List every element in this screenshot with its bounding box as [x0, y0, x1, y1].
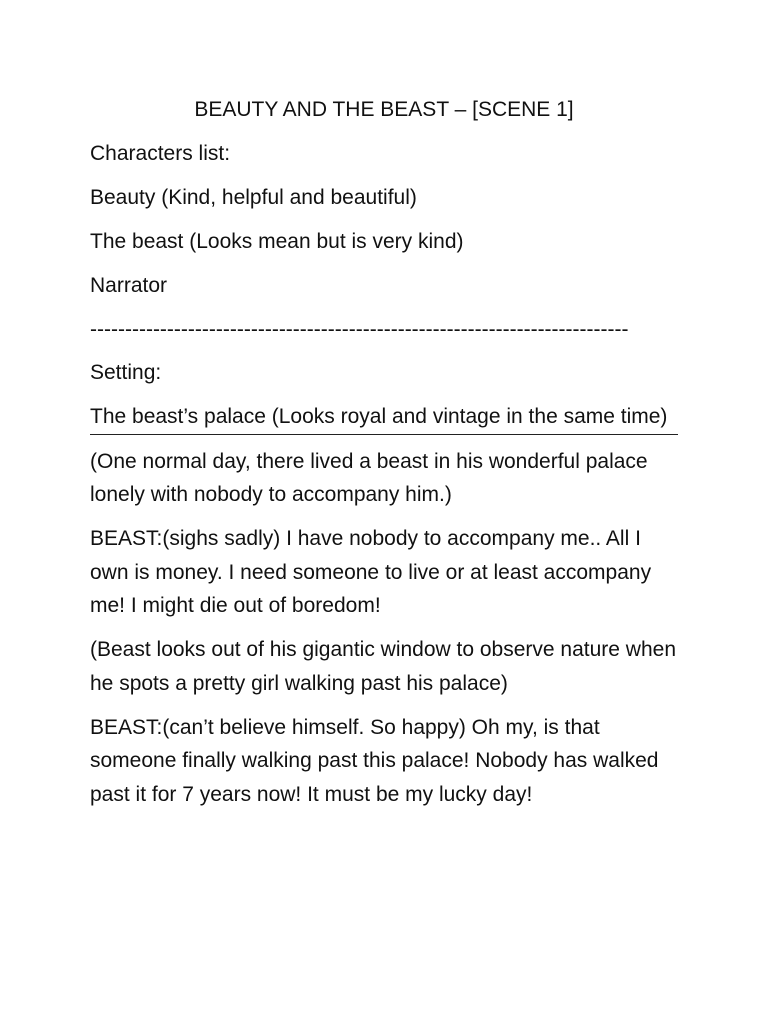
character-narrator: Narrator	[90, 274, 168, 297]
document-title: BEAUTY AND THE BEAST – [SCENE 1]	[194, 98, 574, 121]
paragraph-beast-window: (Beast looks out of his gigantic window to observe nature when he spots a pretty girl walking past his palace)	[90, 638, 677, 695]
separator-line: -----------------------------------------------------------------------------	[90, 318, 629, 341]
paragraph-beast-sighs: BEAST:(sighs sadly) I have nobody to accompany me.. All I own is money. I need someone to live or at least accompany me! I might die out of boredom!	[90, 527, 652, 617]
setting-heading: Setting:	[90, 361, 162, 384]
setting-description: The beast’s palace (Looks royal and vintage in the same time)	[90, 400, 678, 435]
characters-heading: Characters list:	[90, 142, 231, 165]
paragraph-intro: (One normal day, there lived a beast in his wonderful palace lonely with nobody to accompany him.)	[90, 449, 648, 506]
character-beast: The beast (Looks mean but is very kind)	[90, 230, 464, 253]
character-beauty: Beauty (Kind, helpful and beautiful)	[90, 186, 417, 209]
paragraph-beast-happy: BEAST:(can’t believe himself. So happy) Oh my, is that someone finally walking past this palace! Nobody has walked past it for 7 years now! It must be my lucky day!	[90, 715, 659, 806]
document-page	[90, 93, 678, 822]
